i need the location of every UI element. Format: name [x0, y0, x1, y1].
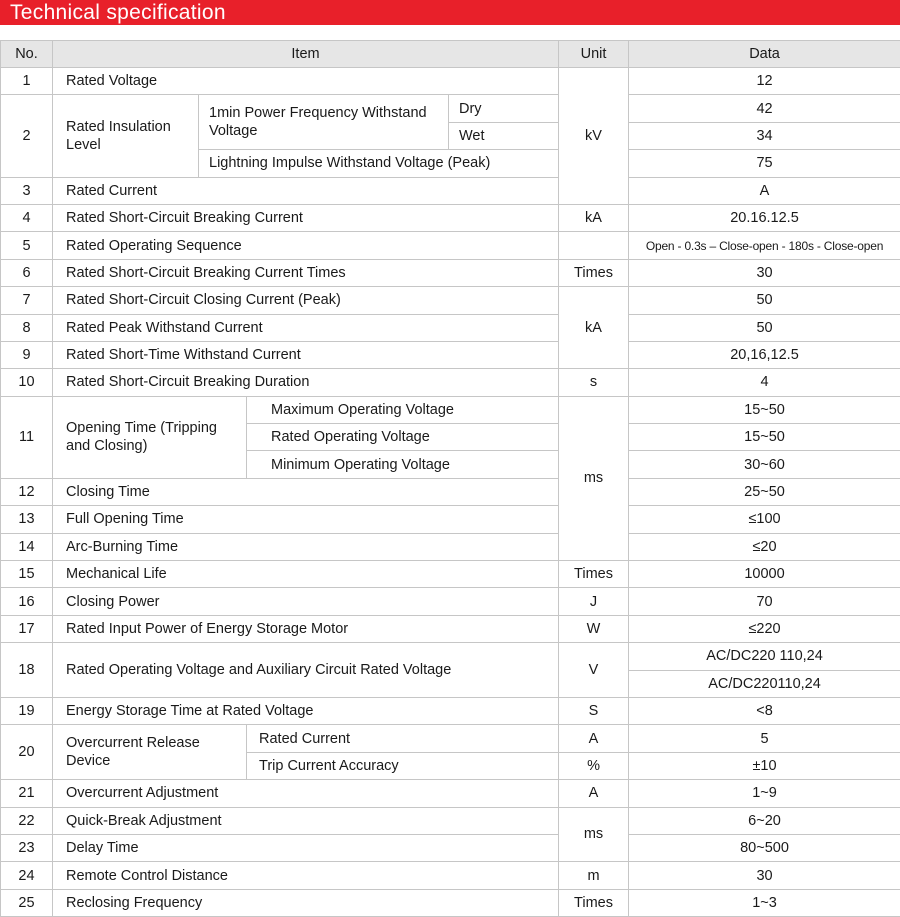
- item-label: Arc-Burning Time: [53, 533, 559, 560]
- data-cell: 20.16.12.5: [629, 204, 900, 231]
- row-number: 24: [1, 862, 53, 889]
- sub-item-label: Dry: [449, 95, 559, 122]
- data-cell: ≤220: [629, 615, 900, 642]
- item-label: Closing Time: [53, 478, 559, 505]
- row-number: 9: [1, 341, 53, 368]
- data-cell: 70: [629, 588, 900, 615]
- data-cell: 10000: [629, 561, 900, 588]
- unit-cell: A: [629, 177, 900, 204]
- item-label: Rated Short-Time Withstand Current: [53, 341, 559, 368]
- table-row: [1, 341, 900, 368]
- item-label: Remote Control Distance: [53, 862, 559, 889]
- header-data: Data: [629, 41, 900, 68]
- unit-cell: kA: [559, 204, 629, 231]
- item-label: Rated Short-Circuit Breaking Current Times: [53, 259, 559, 286]
- data-cell: 15~50: [629, 396, 900, 423]
- unit-cell: ms: [559, 807, 629, 862]
- table-row: [1, 697, 900, 724]
- data-cell: 4: [629, 369, 900, 396]
- data-cell: 50: [629, 314, 900, 341]
- data-cell: 75: [629, 150, 900, 177]
- row-number: 18: [1, 643, 53, 698]
- unit-cell: S: [559, 697, 629, 724]
- unit-cell: kA: [559, 287, 629, 369]
- sub-item-label: Trip Current Accuracy: [247, 752, 559, 779]
- table-row: [1, 533, 900, 560]
- item-label: Rated Short-Circuit Breaking Current: [53, 204, 559, 231]
- table-row: [1, 807, 900, 834]
- header-item: Item: [53, 41, 559, 68]
- item-label: Quick-Break Adjustment: [53, 807, 559, 834]
- unit-cell: Times: [559, 889, 629, 916]
- unit-cell: m: [559, 862, 629, 889]
- unit-cell: Times: [559, 259, 629, 286]
- data-cell: ≤100: [629, 506, 900, 533]
- unit-cell: W: [559, 615, 629, 642]
- data-cell: 25~50: [629, 478, 900, 505]
- table-row: [1, 287, 900, 314]
- item-label: Energy Storage Time at Rated Voltage: [53, 697, 559, 724]
- data-cell: AC/DC220110,24: [629, 670, 900, 697]
- data-cell: 30~60: [629, 451, 900, 478]
- unit-cell: s: [559, 369, 629, 396]
- unit-cell: ms: [559, 396, 629, 560]
- item-label: Rated Voltage: [53, 68, 559, 95]
- item-label: Reclosing Frequency: [53, 889, 559, 916]
- row-number: 16: [1, 588, 53, 615]
- sub-item-label: Lightning Impulse Withstand Voltage (Peak): [199, 150, 559, 177]
- row-number: 10: [1, 369, 53, 396]
- row-number: 5: [1, 232, 53, 259]
- row-number: 4: [1, 204, 53, 231]
- table-row: [1, 506, 900, 533]
- table-row: [1, 259, 900, 286]
- item-label: Overcurrent Adjustment: [53, 780, 559, 807]
- row-number: 12: [1, 478, 53, 505]
- row-number: 2: [1, 95, 53, 177]
- page-title: Technical specification: [10, 1, 226, 24]
- table-row: [1, 643, 900, 670]
- unit-cell: kV: [559, 68, 629, 205]
- header-unit: Unit: [559, 41, 629, 68]
- item-label: Rated Peak Withstand Current: [53, 314, 559, 341]
- row-number: 1: [1, 68, 53, 95]
- row-number: 20: [1, 725, 53, 780]
- item-label: Overcurrent Release Device: [53, 725, 247, 780]
- data-cell: 6~20: [629, 807, 900, 834]
- table-row: [1, 68, 900, 95]
- row-number: 11: [1, 396, 53, 478]
- data-cell: Open - 0.3s – Close-open - 180s - Close-open: [629, 232, 900, 259]
- unit-cell: [559, 232, 629, 259]
- row-number: 21: [1, 780, 53, 807]
- row-number: 3: [1, 177, 53, 204]
- data-cell: 12: [629, 68, 900, 95]
- table-row: [1, 478, 900, 505]
- sub-item-label: Minimum Operating Voltage: [247, 451, 559, 478]
- data-cell: 1~3: [629, 889, 900, 916]
- table-row: [1, 588, 900, 615]
- table-row: [1, 889, 900, 916]
- table-row: [1, 561, 900, 588]
- table-row: [1, 204, 900, 231]
- data-cell: 34: [629, 122, 900, 149]
- item-label: Rated Operating Voltage and Auxiliary Circuit Rated Voltage: [53, 643, 559, 698]
- unit-cell: A: [559, 780, 629, 807]
- data-cell: 15~50: [629, 424, 900, 451]
- specification-table: [0, 40, 900, 917]
- row-number: 13: [1, 506, 53, 533]
- item-label: Mechanical Life: [53, 561, 559, 588]
- row-number: 14: [1, 533, 53, 560]
- item-label: Rated Operating Sequence: [53, 232, 559, 259]
- table-row: [1, 615, 900, 642]
- sub-item-label: Wet: [449, 122, 559, 149]
- table-row: [1, 95, 900, 122]
- sub-item-label: Maximum Operating Voltage: [247, 396, 559, 423]
- header-row: [1, 41, 900, 68]
- item-label: Delay Time: [53, 834, 559, 861]
- data-cell: 5: [629, 725, 900, 752]
- table-row: [1, 314, 900, 341]
- row-number: 7: [1, 287, 53, 314]
- table-row: [1, 232, 900, 259]
- item-label: Closing Power: [53, 588, 559, 615]
- table-row: [1, 862, 900, 889]
- data-cell: AC/DC220 110,24: [629, 643, 900, 670]
- item-label: Rated Short-Circuit Breaking Duration: [53, 369, 559, 396]
- row-number: 8: [1, 314, 53, 341]
- item-label: Rated Short-Circuit Closing Current (Peak): [53, 287, 559, 314]
- unit-cell: A: [559, 725, 629, 752]
- data-cell: 30: [629, 862, 900, 889]
- data-cell: ±10: [629, 752, 900, 779]
- table-row: [1, 369, 900, 396]
- data-cell: 1~9: [629, 780, 900, 807]
- row-number: 25: [1, 889, 53, 916]
- row-number: 15: [1, 561, 53, 588]
- unit-cell: %: [559, 752, 629, 779]
- item-label: Full Opening Time: [53, 506, 559, 533]
- header-no: No.: [1, 41, 53, 68]
- item-label: Opening Time (Tripping and Closing): [53, 396, 247, 478]
- unit-cell: Times: [559, 561, 629, 588]
- row-number: 6: [1, 259, 53, 286]
- unit-cell: V: [559, 643, 629, 698]
- row-number: 22: [1, 807, 53, 834]
- table-row: [1, 396, 900, 423]
- row-number: 23: [1, 834, 53, 861]
- table-row: [1, 725, 900, 752]
- sub-item-label: Rated Current: [247, 725, 559, 752]
- sub-item-label: 1min Power Frequency Withstand Voltage: [199, 95, 449, 150]
- sub-item-label: Rated Operating Voltage: [247, 424, 559, 451]
- item-label: Rated Current: [53, 177, 559, 204]
- row-number: 19: [1, 697, 53, 724]
- title-banner: [0, 0, 900, 25]
- data-cell: 20,16,12.5: [629, 341, 900, 368]
- row-number: 17: [1, 615, 53, 642]
- table-row: [1, 780, 900, 807]
- data-cell: 30: [629, 259, 900, 286]
- data-cell: <8: [629, 697, 900, 724]
- item-label: Rated Input Power of Energy Storage Motor: [53, 615, 559, 642]
- table-row: [1, 177, 900, 204]
- data-cell: 80~500: [629, 834, 900, 861]
- unit-cell: J: [559, 588, 629, 615]
- data-cell: 42: [629, 95, 900, 122]
- data-cell: 50: [629, 287, 900, 314]
- table-row: [1, 834, 900, 861]
- data-cell: ≤20: [629, 533, 900, 560]
- item-label: Rated Insulation Level: [53, 95, 199, 177]
